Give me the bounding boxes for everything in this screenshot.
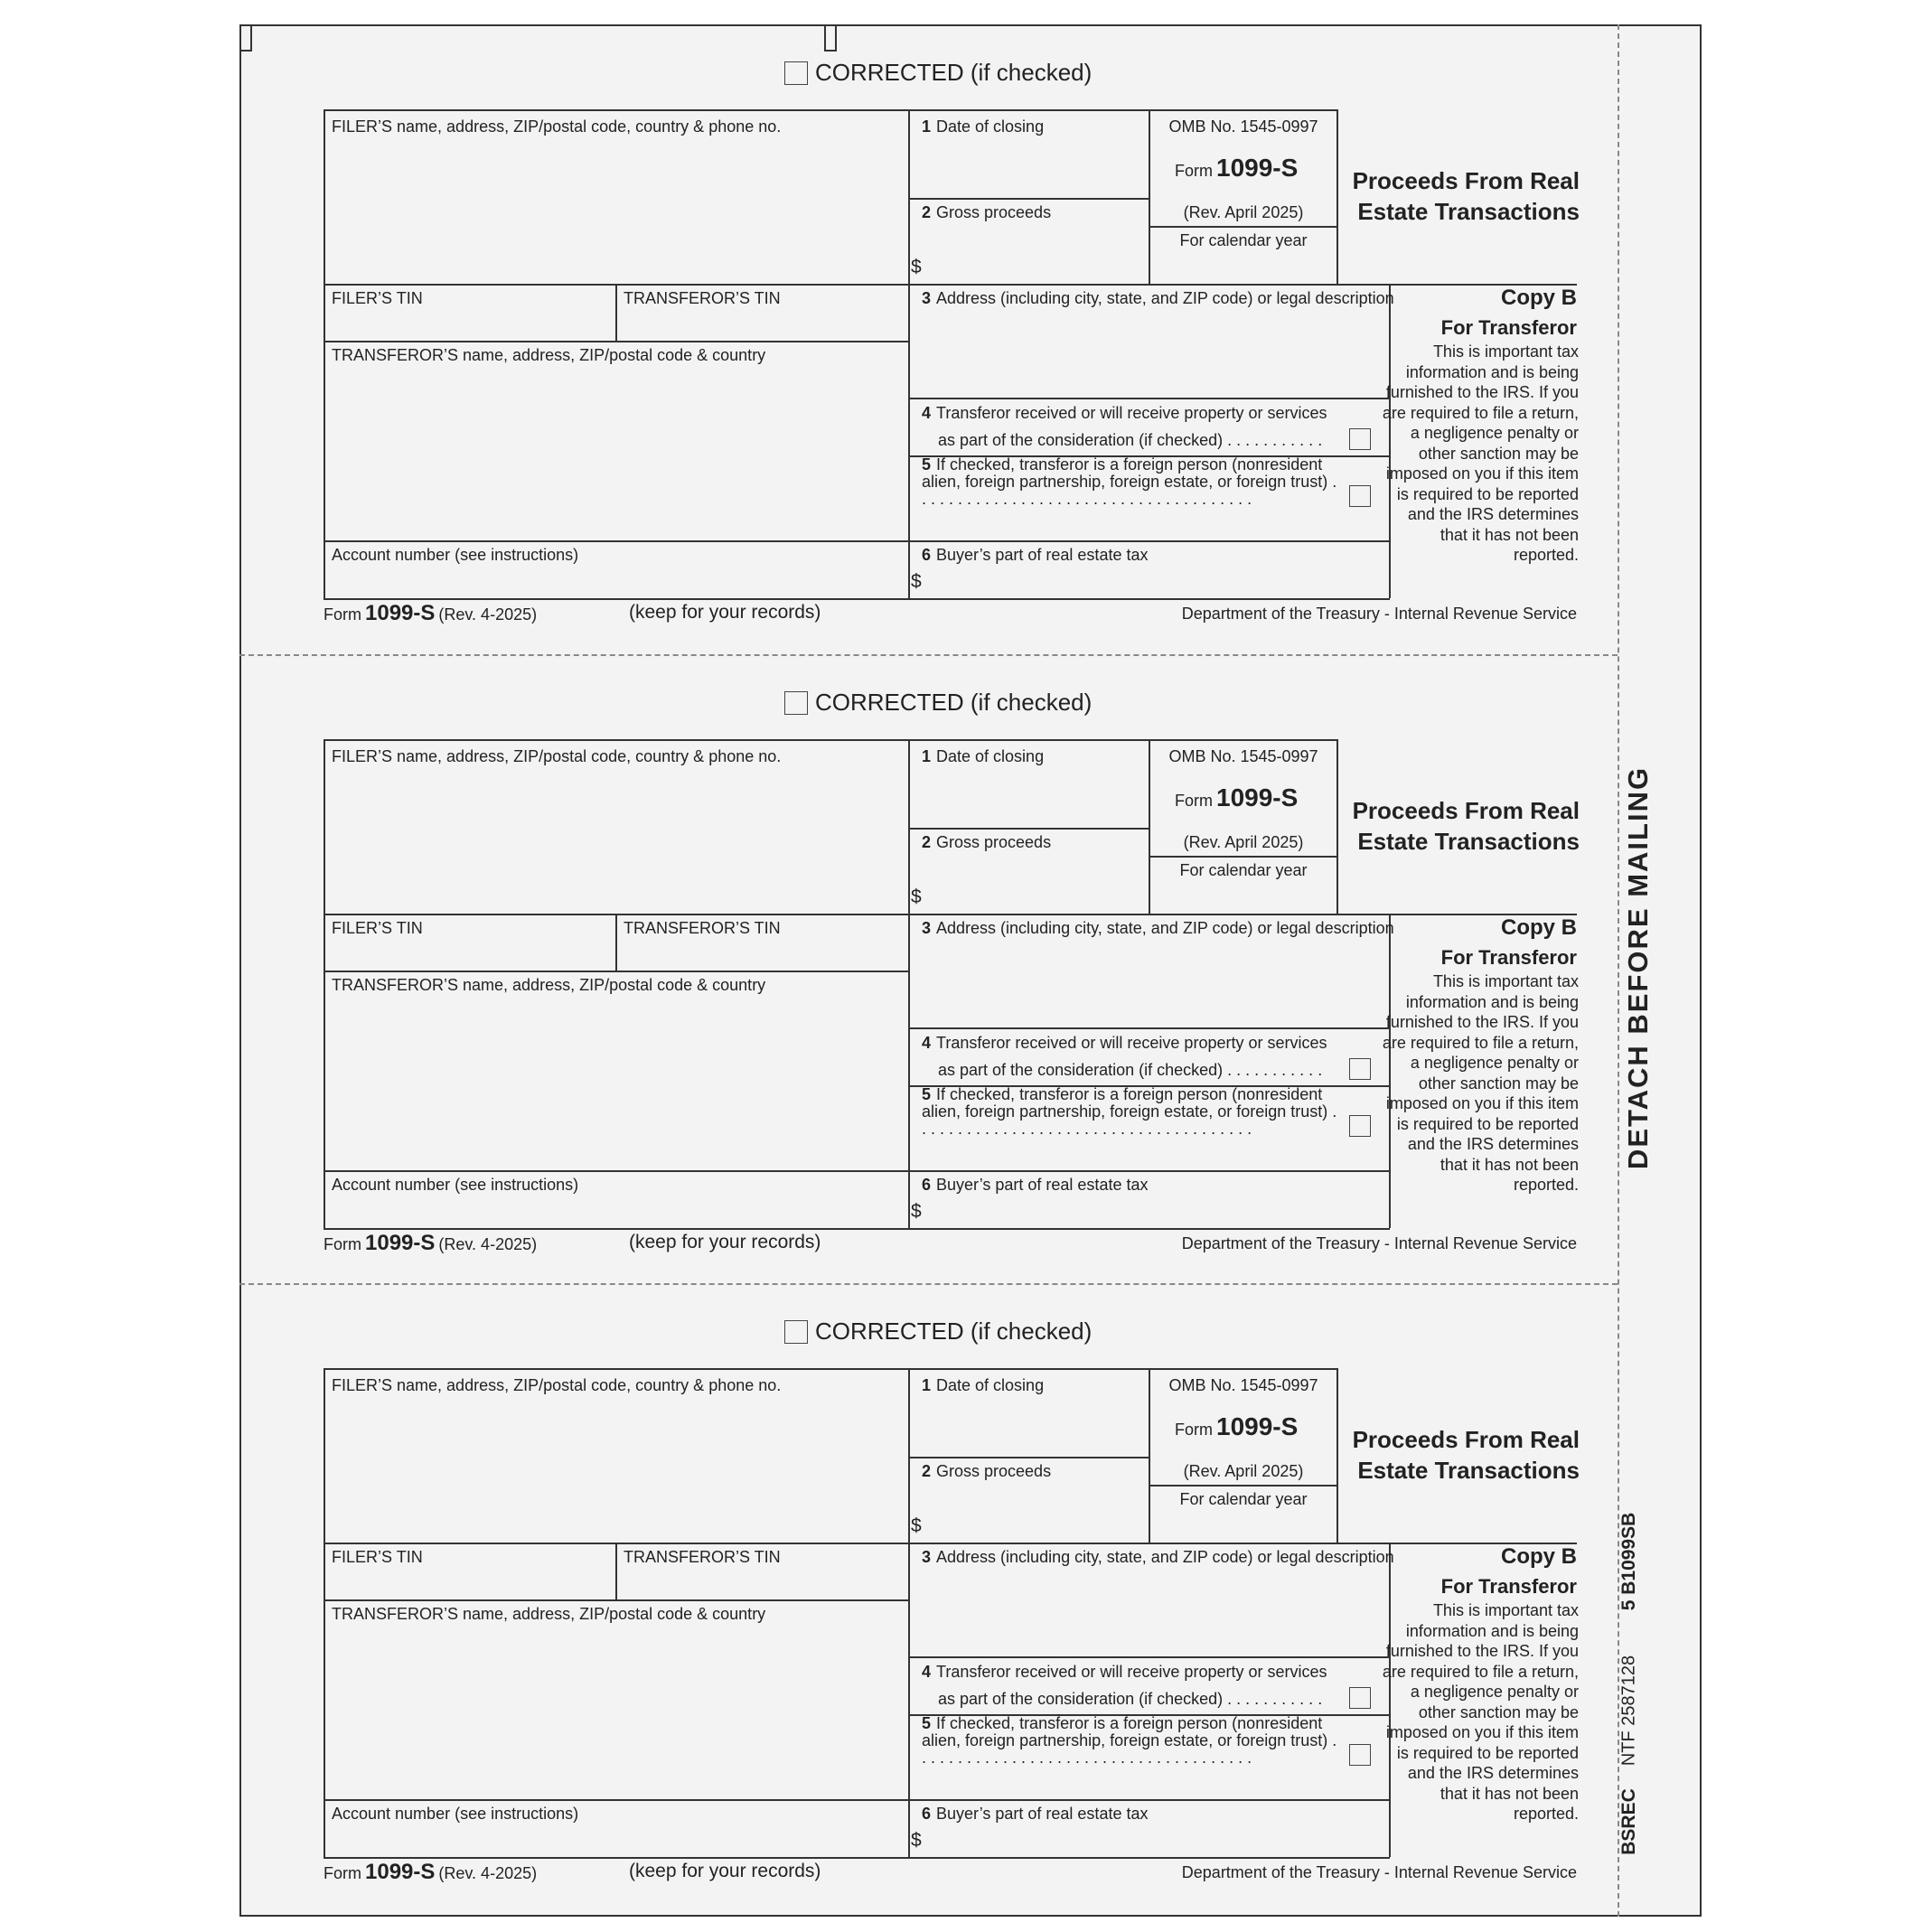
form-bottom-border — [324, 1857, 1390, 1859]
row-divider-2 — [324, 1799, 1390, 1801]
form-number: Form 1099-S — [1175, 783, 1299, 811]
filer-name-label: FILER’S name, address, ZIP/postal code, country & phone no. — [332, 117, 782, 136]
box6-dollar: $ — [911, 1830, 922, 1851]
important-notice: This is important tax information and is being furnished to the IRS. If you are required to file a return, a negligence penalty or other sanction may be imposed on you if this item is required to be reported and the IRS determines that it has not been reported. — [1382, 1601, 1579, 1823]
side-code-b1099sb: 5 B1099SB — [1618, 1512, 1639, 1611]
transferor-tin-label: TRANSFEROR’S TIN — [624, 1548, 781, 1566]
form-title: Proceeds From Real Estate Transactions — [1352, 1426, 1580, 1484]
corrected-checkbox-row — [784, 689, 1092, 717]
center-divider — [908, 739, 910, 1228]
box4-label: 4 Transferor received or will receive property or services as part of the consideration (if checked) . . . . . . . . . . . — [922, 1034, 1327, 1079]
calendar-year-label: For calendar year — [1179, 1490, 1308, 1508]
copy-label: Copy B — [1501, 915, 1577, 940]
important-notice: This is important tax information and is being furnished to the IRS. If you are required to file a return, a negligence penalty or other sanction may be imposed on you if this item is required to be reported and the IRS determines that it has not been reported. — [1382, 342, 1579, 564]
dept-treasury-label: Department of the Treasury - Internal Revenue Service — [1181, 605, 1577, 623]
tin-bottom — [324, 971, 908, 972]
corrected-label: CORRECTED (if checked) — [815, 59, 1093, 86]
box2-label: 2 Gross proceeds — [922, 203, 1052, 221]
box5-checkbox[interactable] — [1349, 485, 1371, 507]
dept-treasury-label: Department of the Treasury - Internal Revenue Service — [1181, 1863, 1577, 1881]
form-bottom-border — [324, 598, 1390, 600]
keep-records-label: (keep for your records) — [629, 602, 821, 623]
copy-label: Copy B — [1501, 1544, 1577, 1569]
box1-bottom — [908, 1457, 1149, 1458]
row-divider-2 — [324, 540, 1390, 542]
side-code-bsrec: BSREC — [1618, 1788, 1639, 1855]
rev-divider — [1149, 856, 1338, 858]
rev-label: (Rev. April 2025) — [1183, 1462, 1304, 1480]
form-top-border — [324, 109, 1337, 111]
transferor-tin-label: TRANSFEROR’S TIN — [624, 919, 781, 937]
copy-for-label: For Transferor — [1440, 316, 1577, 339]
rev-divider — [1149, 1485, 1338, 1487]
box6-label: 6 Buyer’s part of real estate tax — [922, 546, 1149, 564]
side-code-ntf: NTF 2587128 — [1618, 1655, 1639, 1767]
box1-bottom — [908, 198, 1149, 200]
detach-label: DETACH BEFORE MAILING — [1622, 765, 1654, 1170]
box5-label: 5 If checked, transferor is a foreign person (nonresident alien, foreign partnership, foreign estate, or foreign trust) . . . . . . . . . . . . . . . . . . . . . . . . . . . . . . . . . . . . . . — [922, 1085, 1337, 1138]
box5-checkbox[interactable] — [1349, 1115, 1371, 1137]
account-number-label: Account number (see instructions) — [332, 1805, 579, 1823]
box3-bottom — [908, 1656, 1390, 1658]
center-divider — [908, 109, 910, 598]
transferor-name-label: TRANSFEROR’S name, address, ZIP/postal code & country — [332, 346, 766, 364]
tin-divider — [615, 284, 617, 341]
corrected-checkbox[interactable] — [784, 1320, 808, 1344]
box4-checkbox[interactable] — [1349, 428, 1371, 450]
important-notice: This is important tax information and is being furnished to the IRS. If you are required to file a return, a negligence penalty or other sanction may be imposed on you if this item is required to be reported and the IRS determines that it has not been reported. — [1382, 972, 1579, 1194]
filer-name-label: FILER’S name, address, ZIP/postal code, country & phone no. — [332, 747, 782, 765]
box6-label: 6 Buyer’s part of real estate tax — [922, 1176, 1149, 1194]
box4-label: 4 Transferor received or will receive property or services as part of the consideration (if checked) . . . . . . . . . . . — [922, 404, 1327, 449]
box6-dollar: $ — [911, 571, 922, 592]
tin-divider — [615, 1543, 617, 1599]
keep-records-label: (keep for your records) — [629, 1861, 821, 1881]
box5-checkbox[interactable] — [1349, 1744, 1371, 1766]
footer-form-number: Form 1099-S (Rev. 4-2025) — [324, 1231, 538, 1255]
box4-checkbox[interactable] — [1349, 1687, 1371, 1709]
copy-1 — [0, 24, 1932, 657]
copy-for-label: For Transferor — [1440, 946, 1577, 969]
form-bottom-border — [324, 1228, 1390, 1230]
transferor-tin-label: TRANSFEROR’S TIN — [624, 289, 781, 307]
box5-label: 5 If checked, transferor is a foreign person (nonresident alien, foreign partnership, foreign estate, or foreign trust) . . . . . . . . . . . . . . . . . . . . . . . . . . . . . . . . . . . . . . — [922, 1714, 1337, 1767]
tin-bottom — [324, 341, 908, 342]
box1-bottom — [908, 828, 1149, 830]
rev-label: (Rev. April 2025) — [1183, 833, 1304, 851]
transferor-name-label: TRANSFEROR’S name, address, ZIP/postal code & country — [332, 1605, 766, 1623]
tin-divider — [615, 914, 617, 971]
copy-for-label: For Transferor — [1440, 1575, 1577, 1598]
copy-label: Copy B — [1501, 286, 1577, 310]
omb-number: OMB No. 1545-0997 — [1168, 117, 1318, 136]
corrected-checkbox-row — [784, 59, 1092, 87]
box5-label: 5 If checked, transferor is a foreign person (nonresident alien, foreign partnership, foreign estate, or foreign trust) . . . . . . . . . . . . . . . . . . . . . . . . . . . . . . . . . . . . . . — [922, 455, 1337, 508]
row-divider-2 — [324, 1170, 1390, 1172]
footer-form-number: Form 1099-S (Rev. 4-2025) — [324, 601, 538, 625]
omb-number: OMB No. 1545-0997 — [1168, 1376, 1318, 1394]
box4-label: 4 Transferor received or will receive property or services as part of the consideration (if checked) . . . . . . . . . . . — [922, 1663, 1327, 1708]
tin-bottom — [324, 1599, 908, 1601]
form-title: Proceeds From Real Estate Transactions — [1352, 797, 1580, 855]
box1-label: 1 Date of closing — [922, 1376, 1045, 1394]
keep-records-label: (keep for your records) — [629, 1232, 821, 1252]
box2-label: 2 Gross proceeds — [922, 833, 1052, 851]
form-left-border — [324, 109, 325, 598]
form-top-border — [324, 739, 1337, 741]
account-number-label: Account number (see instructions) — [332, 1176, 579, 1194]
calendar-year-label: For calendar year — [1179, 861, 1308, 879]
form-number: Form 1099-S — [1175, 154, 1299, 182]
box2-dollar: $ — [911, 1515, 922, 1536]
transferor-name-label: TRANSFEROR’S name, address, ZIP/postal code & country — [332, 976, 766, 994]
corrected-label: CORRECTED (if checked) — [815, 1318, 1093, 1345]
dept-treasury-label: Department of the Treasury - Internal Revenue Service — [1181, 1234, 1577, 1252]
box2-dollar: $ — [911, 257, 922, 277]
filer-tin-label: FILER’S TIN — [332, 919, 423, 937]
box2-dollar: $ — [911, 886, 922, 907]
form-top-border — [324, 1368, 1337, 1370]
box3-label: 3 Address (including city, state, and ZIP code) or legal description — [922, 289, 1394, 307]
filer-tin-label: FILER’S TIN — [332, 1548, 423, 1566]
filer-name-label: FILER’S name, address, ZIP/postal code, country & phone no. — [332, 1376, 782, 1394]
form-left-border — [324, 739, 325, 1228]
box1-label: 1 Date of closing — [922, 747, 1045, 765]
rev-label: (Rev. April 2025) — [1183, 203, 1304, 221]
form-number: Form 1099-S — [1175, 1412, 1299, 1440]
calendar-year-label: For calendar year — [1179, 231, 1308, 249]
corrected-checkbox-row — [784, 1318, 1092, 1346]
box6-dollar: $ — [911, 1201, 922, 1222]
center-divider — [908, 1368, 910, 1857]
box3-bottom — [908, 1027, 1390, 1029]
box3-label: 3 Address (including city, state, and ZIP code) or legal description — [922, 919, 1394, 937]
box1-label: 1 Date of closing — [922, 117, 1045, 136]
omb-number: OMB No. 1545-0997 — [1168, 747, 1318, 765]
copy-2 — [0, 654, 1932, 1287]
corrected-label: CORRECTED (if checked) — [815, 689, 1093, 716]
box3-label: 3 Address (including city, state, and ZIP code) or legal description — [922, 1548, 1394, 1566]
filer-tin-label: FILER’S TIN — [332, 289, 423, 307]
form-left-border — [324, 1368, 325, 1857]
form-title: Proceeds From Real Estate Transactions — [1352, 167, 1580, 225]
box2-label: 2 Gross proceeds — [922, 1462, 1052, 1480]
footer-form-number: Form 1099-S (Rev. 4-2025) — [324, 1860, 538, 1884]
box4-checkbox[interactable] — [1349, 1058, 1371, 1080]
rev-divider — [1149, 226, 1338, 228]
box3-bottom — [908, 398, 1390, 399]
corrected-checkbox[interactable] — [784, 691, 808, 715]
copy-3 — [0, 1283, 1932, 1916]
corrected-checkbox[interactable] — [784, 61, 808, 85]
box6-label: 6 Buyer’s part of real estate tax — [922, 1805, 1149, 1823]
account-number-label: Account number (see instructions) — [332, 546, 579, 564]
